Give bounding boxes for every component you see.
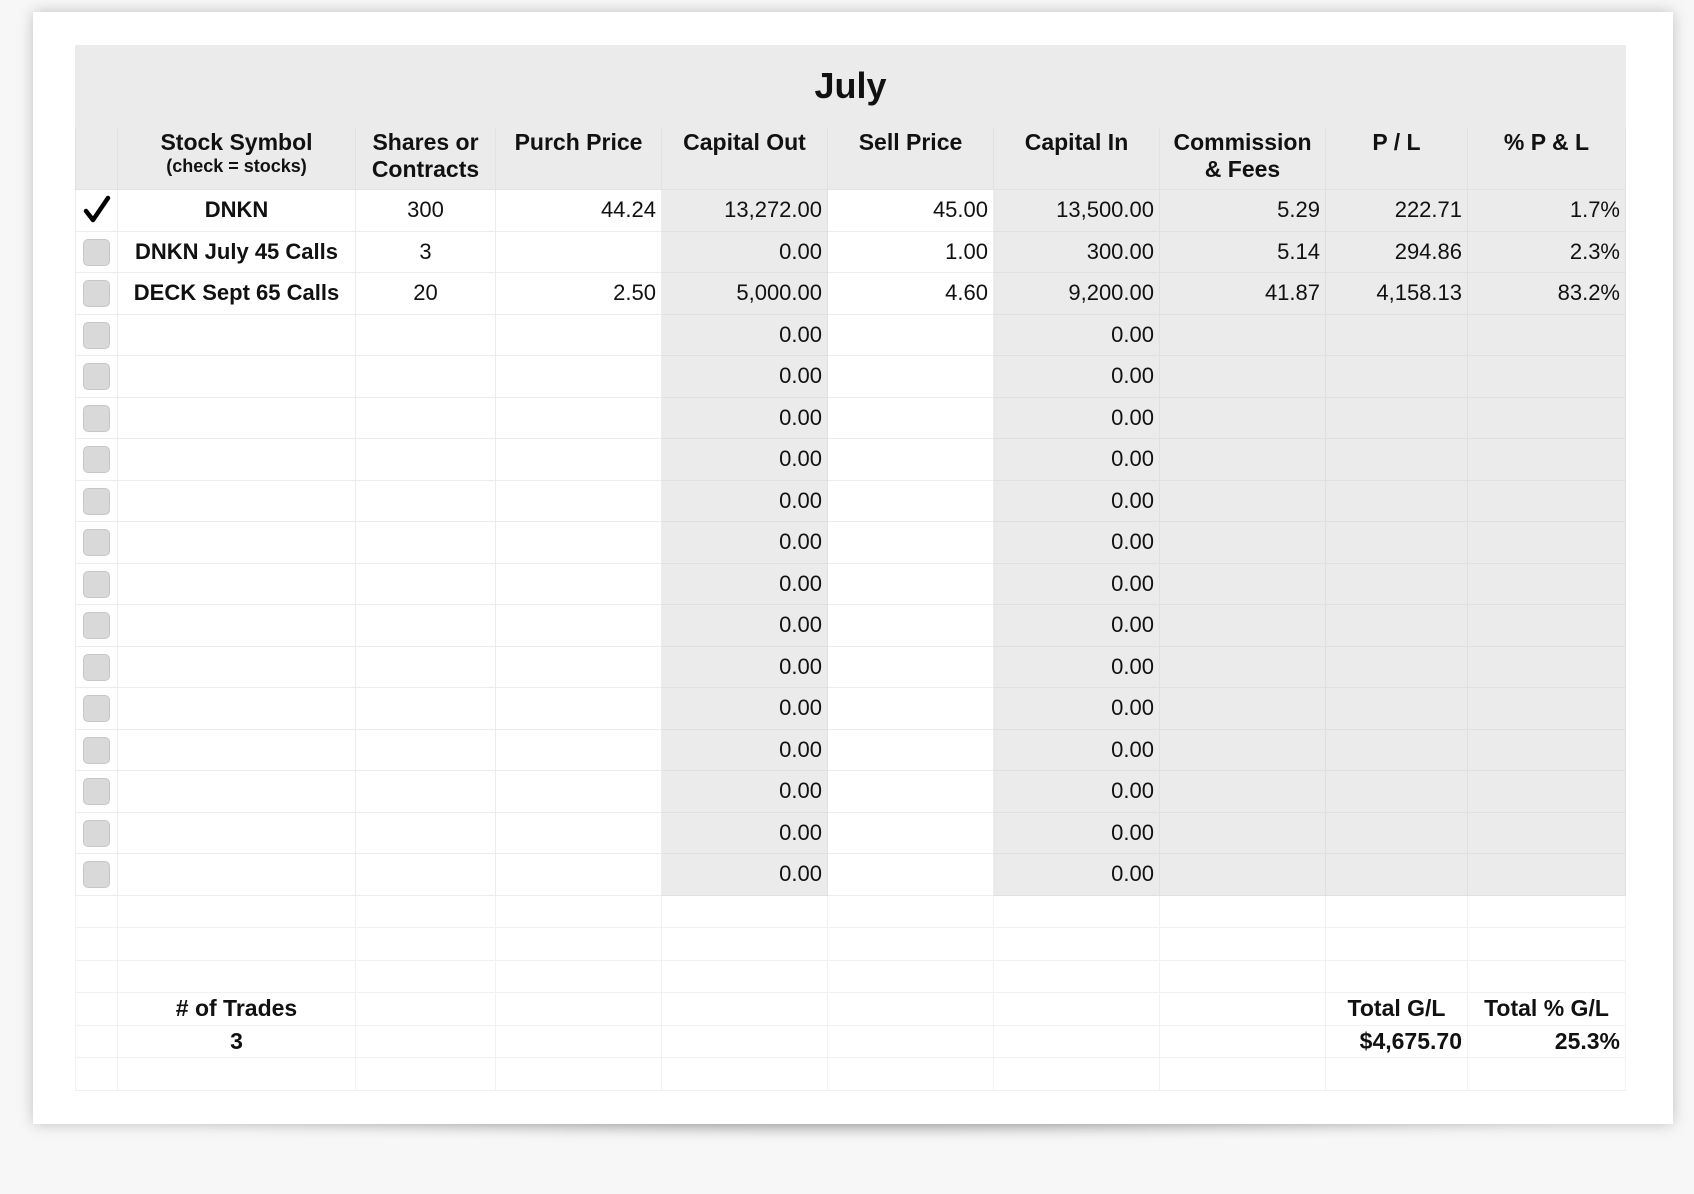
unchecked-checkbox[interactable]: [83, 363, 110, 390]
capital-out-cell[interactable]: 0.00: [662, 314, 828, 356]
pct-pl-cell[interactable]: [1468, 314, 1626, 356]
purch-price-cell[interactable]: [496, 771, 662, 813]
pct-pl-cell[interactable]: [1468, 397, 1626, 439]
unchecked-checkbox[interactable]: [83, 778, 110, 805]
unchecked-checkbox[interactable]: [83, 820, 110, 847]
sell-price-cell[interactable]: [828, 563, 994, 605]
sell-price-cell[interactable]: [828, 605, 994, 647]
stock-checkbox-cell[interactable]: [76, 397, 118, 439]
stock-checkbox-cell[interactable]: [76, 480, 118, 522]
shares-cell[interactable]: [356, 854, 496, 896]
commission-cell[interactable]: [1160, 480, 1326, 522]
sell-price-cell[interactable]: [828, 439, 994, 481]
pl-cell[interactable]: [1326, 605, 1468, 647]
capital-in-cell[interactable]: 0.00: [994, 729, 1160, 771]
capital-out-cell[interactable]: 0.00: [662, 812, 828, 854]
summary-value-row: [76, 1025, 1626, 1058]
pl-cell[interactable]: [1326, 314, 1468, 356]
capital-in-cell[interactable]: 0.00: [994, 771, 1160, 813]
pl-cell[interactable]: [1326, 729, 1468, 771]
shares-cell[interactable]: [356, 688, 496, 730]
shares-cell[interactable]: [356, 729, 496, 771]
pct-pl-cell[interactable]: [1468, 439, 1626, 481]
stock-symbol-cell[interactable]: [118, 563, 356, 605]
pl-cell[interactable]: [1326, 563, 1468, 605]
capital-in-cell[interactable]: 0.00: [994, 854, 1160, 896]
commission-cell[interactable]: 5.29: [1160, 190, 1326, 232]
pl-cell[interactable]: [1326, 646, 1468, 688]
trade-log-table: [75, 45, 1626, 1091]
stock-checkbox-cell[interactable]: [76, 688, 118, 730]
pct-pl-cell[interactable]: [1468, 812, 1626, 854]
table-row: [76, 563, 1626, 605]
stock-symbol-cell[interactable]: DECK Sept 65 Calls: [118, 273, 356, 315]
capital-out-cell[interactable]: 0.00: [662, 646, 828, 688]
commission-cell[interactable]: [1160, 688, 1326, 730]
capital-out-cell[interactable]: 0.00: [662, 563, 828, 605]
commission-cell[interactable]: [1160, 397, 1326, 439]
commission-cell[interactable]: [1160, 605, 1326, 647]
commission-cell[interactable]: [1160, 854, 1326, 896]
purch-price-cell[interactable]: [496, 688, 662, 730]
pl-cell[interactable]: 4,158.13: [1326, 273, 1468, 315]
stock-checkbox-cell[interactable]: [76, 522, 118, 564]
header-shares: Shares or Contracts: [356, 127, 496, 190]
table-row: [76, 688, 1626, 730]
commission-cell[interactable]: [1160, 563, 1326, 605]
stock-checkbox-cell[interactable]: [76, 729, 118, 771]
capital-out-cell[interactable]: 0.00: [662, 854, 828, 896]
stock-symbol-cell[interactable]: [118, 688, 356, 730]
pl-cell[interactable]: 222.71: [1326, 190, 1468, 232]
pct-pl-cell[interactable]: [1468, 605, 1626, 647]
purch-price-cell[interactable]: [496, 231, 662, 273]
shares-cell[interactable]: 3: [356, 231, 496, 273]
stock-checkbox-cell[interactable]: [76, 231, 118, 273]
capital-out-cell[interactable]: 0.00: [662, 729, 828, 771]
commission-cell[interactable]: [1160, 522, 1326, 564]
stock-checkbox-cell[interactable]: [76, 314, 118, 356]
table-row: [76, 480, 1626, 522]
stock-checkbox-cell[interactable]: [76, 439, 118, 481]
table-row: [76, 273, 1626, 315]
blank-row: [76, 1058, 1626, 1091]
stock-symbol-cell[interactable]: [118, 397, 356, 439]
commission-cell[interactable]: [1160, 812, 1326, 854]
unchecked-checkbox[interactable]: [83, 239, 110, 266]
commission-cell[interactable]: [1160, 729, 1326, 771]
purch-price-cell[interactable]: [496, 812, 662, 854]
capital-out-cell[interactable]: 5,000.00: [662, 273, 828, 315]
capital-out-cell[interactable]: 0.00: [662, 605, 828, 647]
pct-pl-cell[interactable]: [1468, 729, 1626, 771]
table-row: [76, 729, 1626, 771]
shares-cell[interactable]: [356, 480, 496, 522]
blank-row: [76, 895, 1626, 928]
capital-in-cell[interactable]: 9,200.00: [994, 273, 1160, 315]
sell-price-cell[interactable]: [828, 688, 994, 730]
stock-symbol-cell[interactable]: [118, 771, 356, 813]
blank-row: [76, 928, 1626, 961]
capital-out-cell[interactable]: 13,272.00: [662, 190, 828, 232]
header-pl: P / L: [1326, 127, 1468, 190]
blank-row: [76, 960, 1626, 993]
header-capital-in: Capital In: [994, 127, 1160, 190]
unchecked-checkbox[interactable]: [83, 695, 110, 722]
capital-in-cell[interactable]: 300.00: [994, 231, 1160, 273]
stock-symbol-cell[interactable]: [118, 480, 356, 522]
sell-price-cell[interactable]: [828, 356, 994, 398]
sell-price-cell[interactable]: [828, 729, 994, 771]
shares-cell[interactable]: 300: [356, 190, 496, 232]
sell-price-cell[interactable]: 4.60: [828, 273, 994, 315]
table-row: [76, 190, 1626, 232]
pl-cell[interactable]: [1326, 480, 1468, 522]
pct-pl-cell[interactable]: 1.7%: [1468, 190, 1626, 232]
pct-pl-cell[interactable]: [1468, 688, 1626, 730]
header-commission: Commission & Fees: [1160, 127, 1326, 190]
pct-pl-cell[interactable]: 83.2%: [1468, 273, 1626, 315]
stock-symbol-cell[interactable]: [118, 356, 356, 398]
capital-out-cell[interactable]: 0.00: [662, 439, 828, 481]
purch-price-cell[interactable]: [496, 563, 662, 605]
stock-checkbox-cell[interactable]: [76, 356, 118, 398]
capital-in-cell[interactable]: 0.00: [994, 439, 1160, 481]
pct-pl-cell[interactable]: [1468, 646, 1626, 688]
sell-price-cell[interactable]: [828, 397, 994, 439]
purch-price-cell[interactable]: [496, 397, 662, 439]
unchecked-checkbox[interactable]: [83, 488, 110, 515]
table-row: [76, 812, 1626, 854]
purch-price-cell[interactable]: [496, 356, 662, 398]
capital-out-cell[interactable]: 0.00: [662, 771, 828, 813]
unchecked-checkbox[interactable]: [83, 654, 110, 681]
commission-cell[interactable]: 5.14: [1160, 231, 1326, 273]
stock-checkbox-cell[interactable]: [76, 273, 118, 315]
purch-price-cell[interactable]: [496, 439, 662, 481]
header-stock-symbol: Stock Symbol (check = stocks): [118, 127, 356, 190]
summary-label-row: [76, 993, 1626, 1026]
table-row: [76, 854, 1626, 896]
capital-in-cell[interactable]: 0.00: [994, 563, 1160, 605]
pct-pl-cell[interactable]: [1468, 563, 1626, 605]
capital-in-cell[interactable]: 0.00: [994, 605, 1160, 647]
table-row: [76, 605, 1626, 647]
sheet-title: July: [76, 46, 1626, 127]
purch-price-cell[interactable]: 44.24: [496, 190, 662, 232]
capital-out-cell[interactable]: 0.00: [662, 522, 828, 564]
capital-out-cell[interactable]: 0.00: [662, 231, 828, 273]
sell-price-cell[interactable]: [828, 646, 994, 688]
header-sell-price: Sell Price: [828, 127, 994, 190]
stock-checkbox-cell[interactable]: [76, 771, 118, 813]
capital-in-cell[interactable]: 0.00: [994, 646, 1160, 688]
shares-cell[interactable]: [356, 397, 496, 439]
shares-cell[interactable]: [356, 812, 496, 854]
pl-cell[interactable]: [1326, 771, 1468, 813]
header-check: [76, 127, 118, 190]
sell-price-cell[interactable]: [828, 480, 994, 522]
pl-cell[interactable]: [1326, 688, 1468, 730]
purch-price-cell[interactable]: [496, 605, 662, 647]
header-purch-price: Purch Price: [496, 127, 662, 190]
stock-symbol-cell[interactable]: [118, 812, 356, 854]
stock-symbol-cell[interactable]: [118, 439, 356, 481]
header-symbol-sub: (check = stocks): [166, 156, 307, 176]
capital-out-cell[interactable]: 0.00: [662, 688, 828, 730]
total-pct-gl-value[interactable]: 25.3%: [1468, 1025, 1626, 1058]
stock-checkbox-cell[interactable]: [76, 812, 118, 854]
commission-cell[interactable]: [1160, 646, 1326, 688]
checkmark-icon[interactable]: [81, 194, 113, 226]
header-pct-pl: % P & L: [1468, 127, 1626, 190]
pct-pl-cell[interactable]: [1468, 480, 1626, 522]
stock-checkbox-cell[interactable]: [76, 563, 118, 605]
pl-cell[interactable]: [1326, 812, 1468, 854]
stock-symbol-cell[interactable]: [118, 729, 356, 771]
commission-cell[interactable]: [1160, 771, 1326, 813]
stock-symbol-cell[interactable]: [118, 854, 356, 896]
capital-in-cell[interactable]: 13,500.00: [994, 190, 1160, 232]
commission-cell[interactable]: [1160, 439, 1326, 481]
pct-pl-cell[interactable]: [1468, 771, 1626, 813]
pl-cell[interactable]: [1326, 397, 1468, 439]
purch-price-cell[interactable]: [496, 480, 662, 522]
header-row: [76, 127, 1626, 190]
sell-price-cell[interactable]: [828, 771, 994, 813]
shares-cell[interactable]: [356, 646, 496, 688]
pl-cell[interactable]: 294.86: [1326, 231, 1468, 273]
capital-in-cell[interactable]: 0.00: [994, 397, 1160, 439]
total-pct-gl-label: Total % G/L: [1468, 993, 1626, 1026]
stock-checkbox-cell[interactable]: [76, 190, 118, 232]
commission-cell[interactable]: [1160, 314, 1326, 356]
table-row: [76, 771, 1626, 813]
purch-price-cell[interactable]: [496, 522, 662, 564]
pl-cell[interactable]: [1326, 356, 1468, 398]
unchecked-checkbox[interactable]: [83, 861, 110, 888]
table-row: [76, 522, 1626, 564]
trades-count-label: # of Trades: [118, 993, 356, 1026]
table-row: [76, 646, 1626, 688]
sell-price-cell[interactable]: [828, 812, 994, 854]
pl-cell[interactable]: [1326, 522, 1468, 564]
purch-price-cell[interactable]: [496, 314, 662, 356]
pct-pl-cell[interactable]: [1468, 356, 1626, 398]
stock-symbol-cell[interactable]: DNKN July 45 Calls: [118, 231, 356, 273]
sell-price-cell[interactable]: 1.00: [828, 231, 994, 273]
commission-cell[interactable]: [1160, 356, 1326, 398]
capital-in-cell[interactable]: 0.00: [994, 522, 1160, 564]
shares-cell[interactable]: [356, 356, 496, 398]
purch-price-cell[interactable]: [496, 854, 662, 896]
purch-price-cell[interactable]: [496, 729, 662, 771]
unchecked-checkbox[interactable]: [83, 280, 110, 307]
trades-count-value[interactable]: 3: [118, 1025, 356, 1058]
pct-pl-cell[interactable]: [1468, 854, 1626, 896]
header-capital-out: Capital Out: [662, 127, 828, 190]
capital-in-cell[interactable]: 0.00: [994, 314, 1160, 356]
total-gl-label: Total G/L: [1326, 993, 1468, 1026]
commission-cell[interactable]: 41.87: [1160, 273, 1326, 315]
sell-price-cell[interactable]: [828, 854, 994, 896]
shares-cell[interactable]: [356, 605, 496, 647]
total-gl-value[interactable]: $4,675.70: [1326, 1025, 1468, 1058]
unchecked-checkbox[interactable]: [83, 612, 110, 639]
pct-pl-cell[interactable]: 2.3%: [1468, 231, 1626, 273]
shares-cell[interactable]: [356, 522, 496, 564]
shares-cell[interactable]: [356, 314, 496, 356]
capital-in-cell[interactable]: 0.00: [994, 812, 1160, 854]
shares-cell[interactable]: [356, 771, 496, 813]
table-row: [76, 397, 1626, 439]
unchecked-checkbox[interactable]: [83, 405, 110, 432]
unchecked-checkbox[interactable]: [83, 737, 110, 764]
unchecked-checkbox[interactable]: [83, 571, 110, 598]
unchecked-checkbox[interactable]: [83, 529, 110, 556]
sell-price-cell[interactable]: [828, 522, 994, 564]
shares-cell[interactable]: 20: [356, 273, 496, 315]
stock-symbol-cell[interactable]: [118, 605, 356, 647]
stock-symbol-cell[interactable]: [118, 646, 356, 688]
stock-symbol-cell[interactable]: DNKN: [118, 190, 356, 232]
table-row: [76, 231, 1626, 273]
pl-cell[interactable]: [1326, 854, 1468, 896]
purch-price-cell[interactable]: [496, 646, 662, 688]
sell-price-cell[interactable]: 45.00: [828, 190, 994, 232]
capital-out-cell[interactable]: 0.00: [662, 397, 828, 439]
stock-checkbox-cell[interactable]: [76, 605, 118, 647]
shares-cell[interactable]: [356, 563, 496, 605]
unchecked-checkbox[interactable]: [83, 322, 110, 349]
stock-checkbox-cell[interactable]: [76, 646, 118, 688]
stock-symbol-cell[interactable]: [118, 522, 356, 564]
stock-symbol-cell[interactable]: [118, 314, 356, 356]
capital-in-cell[interactable]: 0.00: [994, 480, 1160, 522]
table-row: [76, 314, 1626, 356]
capital-out-cell[interactable]: 0.00: [662, 356, 828, 398]
shares-cell[interactable]: [356, 439, 496, 481]
table-row: [76, 439, 1626, 481]
trade-log-sheet: [75, 45, 1626, 1091]
pl-cell[interactable]: [1326, 439, 1468, 481]
capital-in-cell[interactable]: 0.00: [994, 356, 1160, 398]
capital-in-cell[interactable]: 0.00: [994, 688, 1160, 730]
purch-price-cell[interactable]: 2.50: [496, 273, 662, 315]
table-row: [76, 356, 1626, 398]
stock-checkbox-cell[interactable]: [76, 854, 118, 896]
unchecked-checkbox[interactable]: [83, 446, 110, 473]
capital-out-cell[interactable]: 0.00: [662, 480, 828, 522]
pct-pl-cell[interactable]: [1468, 522, 1626, 564]
sell-price-cell[interactable]: [828, 314, 994, 356]
